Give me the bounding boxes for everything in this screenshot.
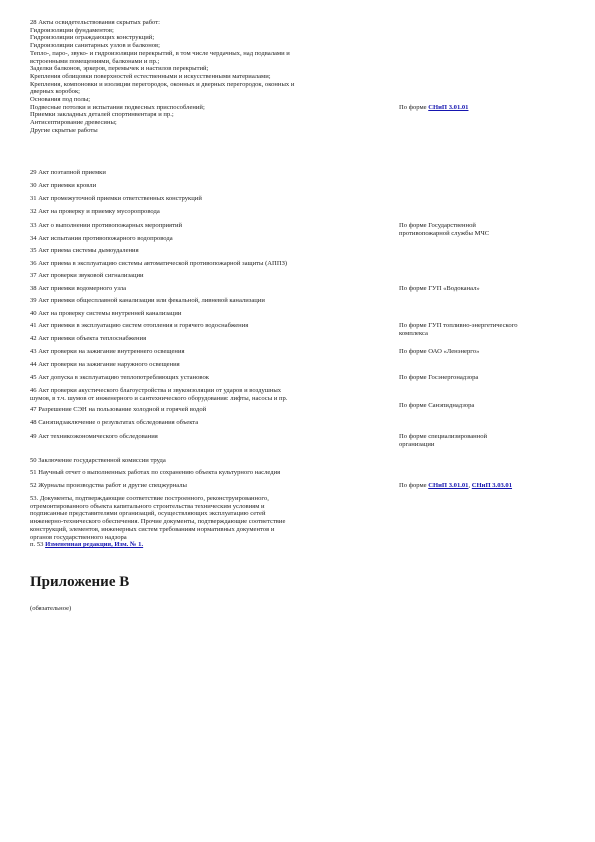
cell-text-fragment: По форме Госэнергонадзора <box>399 374 479 381</box>
document-name-cell <box>30 195 390 203</box>
document-name-text: 36 Акт приема в эксплуатацию системы автоматической противопожарной защиты (АППЗ) <box>30 260 288 267</box>
document-name-cell <box>30 235 390 243</box>
document-name-cell <box>30 469 390 477</box>
document-name-cell <box>30 297 390 305</box>
document-name-text: 44 Акт проверки на зажигание наружного освещения <box>30 361 180 368</box>
document-name-cell <box>30 495 390 549</box>
document-name-text: 47 Разрешение СЭН на пользование холодной и горячей водой <box>30 406 207 413</box>
document-link[interactable]: Измененная редакция, Изм. № 1. <box>45 541 144 549</box>
cell-text-fragment: По форме ГУП топливно-энергетического комплекса <box>399 322 518 337</box>
document-name-cell <box>30 348 390 356</box>
document-name-cell <box>30 419 390 427</box>
cell-text-fragment: п. 53 <box>30 541 46 549</box>
document-name-cell <box>30 169 390 177</box>
cell-text-fragment: По форме Государственной противопожарной службы МЧС <box>399 222 490 237</box>
document-name-text: 32 Акт на проверку и приемку мусоропровода <box>30 208 160 215</box>
document-name-cell <box>30 247 390 255</box>
document-link[interactable]: СНиП 3.03.01 <box>471 482 513 489</box>
document-name-cell <box>30 310 390 318</box>
document-name-text: 28 Акты освидетельствования скрытых работ: Гидроизоляции фундаментов; Гидроизоляции ограждающих конструкций; Гидроизоляции санитарных узлов и балконов; Тепло-, паро-, звуко- и гидроизоляции перекрытий, в том числе чердачных, над подвалами и встроенными помещениями, балконами и пр.; Заделки балконов, эркеров, перемычек и настилов перекрытий; Крепления облицовки поверхностей естественными и искусственными материалами; Крепления, компоновки и изоляции перегородок, оконных и дверных перегородок, оконных и дверных коробок; Основания под полы; Подвесные потолки и испытания подвесных приспособлений; Приемки закладных деталей спортинвентаря и пр.; Антисептирование древесины; Другие скрытые работы <box>30 19 295 134</box>
document-name-text: 49 Акт техникоэкономического обследования <box>30 433 158 440</box>
document-name-text: 37 Акт проверки звуковой сигнализации <box>30 272 144 279</box>
document-link[interactable]: СНиП 3.01.01 <box>428 482 469 489</box>
document-name-text: 39 Акт приемки общесплавной канализации или фекальной, ливневой канализации <box>30 297 265 304</box>
document-name-cell <box>30 208 390 216</box>
document-name-cell <box>30 335 390 343</box>
document-name-text: 40 Акт на проверку системы внутренней канализации <box>30 310 182 317</box>
document-name-text: 30 Акт приемки кровли <box>30 182 97 189</box>
document-link[interactable]: СНиП 3.01.01 <box>428 103 469 111</box>
cell-text-fragment: По форме Санэпиднадзора <box>399 402 475 410</box>
document-name-text: 38 Акт приемки водомерного узла <box>30 285 127 292</box>
cell-text-fragment: По форме <box>399 482 429 489</box>
document-name-text: 35 Акт приема системы дымоудаления <box>30 247 139 254</box>
form-reference-cell <box>399 433 569 448</box>
document-name-text: 29 Акт поэтапной приемки <box>30 169 106 176</box>
form-reference-cell <box>399 374 569 382</box>
document-name-text: 45 Акт допуска в эксплуатацию теплопотребляющих установок <box>30 374 209 381</box>
cell-text-fragment: , <box>468 482 472 489</box>
form-reference-cell <box>399 285 569 293</box>
document-name-cell <box>30 361 390 369</box>
document-name-text: 41 Акт приемки в эксплуатацию систем отопления и горячего водоснабжения <box>30 322 249 329</box>
document-name-cell <box>30 285 390 293</box>
document-name-cell <box>30 182 390 190</box>
form-reference-cell <box>399 222 569 237</box>
document-name-text: 48 Санэпидзаключение о результатах обследования объекта <box>30 419 199 426</box>
cell-text-fragment: По форме ОАО «Ленэнерго» <box>399 348 480 355</box>
form-reference-cell <box>399 402 569 410</box>
document-name-cell <box>30 387 390 402</box>
cell-text-fragment: По форме специализированной организации <box>399 433 488 448</box>
document-name-cell <box>30 322 390 330</box>
document-name-cell <box>30 222 390 230</box>
document-name-text: 43 Акт проверки на зажигание внутреннего освещения <box>30 348 185 355</box>
cell-text-fragment: По форме ГУП «Водоканал» <box>399 285 480 292</box>
document-name-text: 51 Научный отчет о выполненных работах по сохранению объекта культурного наследия <box>30 469 281 476</box>
form-reference-cell <box>399 348 569 356</box>
document-name-text: 53. Документы, подтверждающие соответствие построенного, реконструированного, отремонтированного объекта капитального строительства техническим условиям и подписанные представителями организаций, осуществляющих эксплуатацию сетей инженерно-технического обеспечения. Прочие документы, подтверждающие соответствие конструкций, элементов, инженерных систем требованиям нормативных документов и органов государственного надзора <box>30 495 286 541</box>
document-name-cell <box>30 260 390 268</box>
document-name-text: 31 Акт промежуточной приемки ответственных конструкций <box>30 195 202 202</box>
form-reference-cell <box>399 104 569 112</box>
document-name-text: 34 Акт испытания противопожарного водопровода <box>30 235 173 242</box>
document-name-text: 42 Акт приемки объекта теплоснабжения <box>30 335 147 342</box>
document-name-cell <box>30 272 390 280</box>
document-name-text: 50 Заключение государственной комиссии труда <box>30 457 166 464</box>
cell-text-fragment: По форме <box>399 103 429 111</box>
form-reference-cell <box>399 482 569 490</box>
document-name-cell <box>30 406 390 414</box>
document-name-cell <box>30 457 390 465</box>
appendix-heading: Приложение В <box>30 574 130 590</box>
document-name-cell <box>30 374 390 382</box>
document-name-text: 33 Акт о выполнении противопожарных мероприятий <box>30 222 183 229</box>
document-name-text: 46 Акт проверки акустического благоустройства и звукоизоляции от ударов и воздушных шумов, в т.ч. шумов от инженерного и сантехнического оборудования: лифты, насосы и пр. <box>30 387 288 402</box>
form-reference-cell <box>399 322 569 337</box>
document-name-cell <box>30 433 390 441</box>
document-name-cell <box>30 19 390 135</box>
document-name-text: 52 Журналы производства работ и другие спецжурналы <box>30 482 187 489</box>
document-name-cell <box>30 482 390 490</box>
appendix-subheading: (обязательное) <box>30 605 72 612</box>
